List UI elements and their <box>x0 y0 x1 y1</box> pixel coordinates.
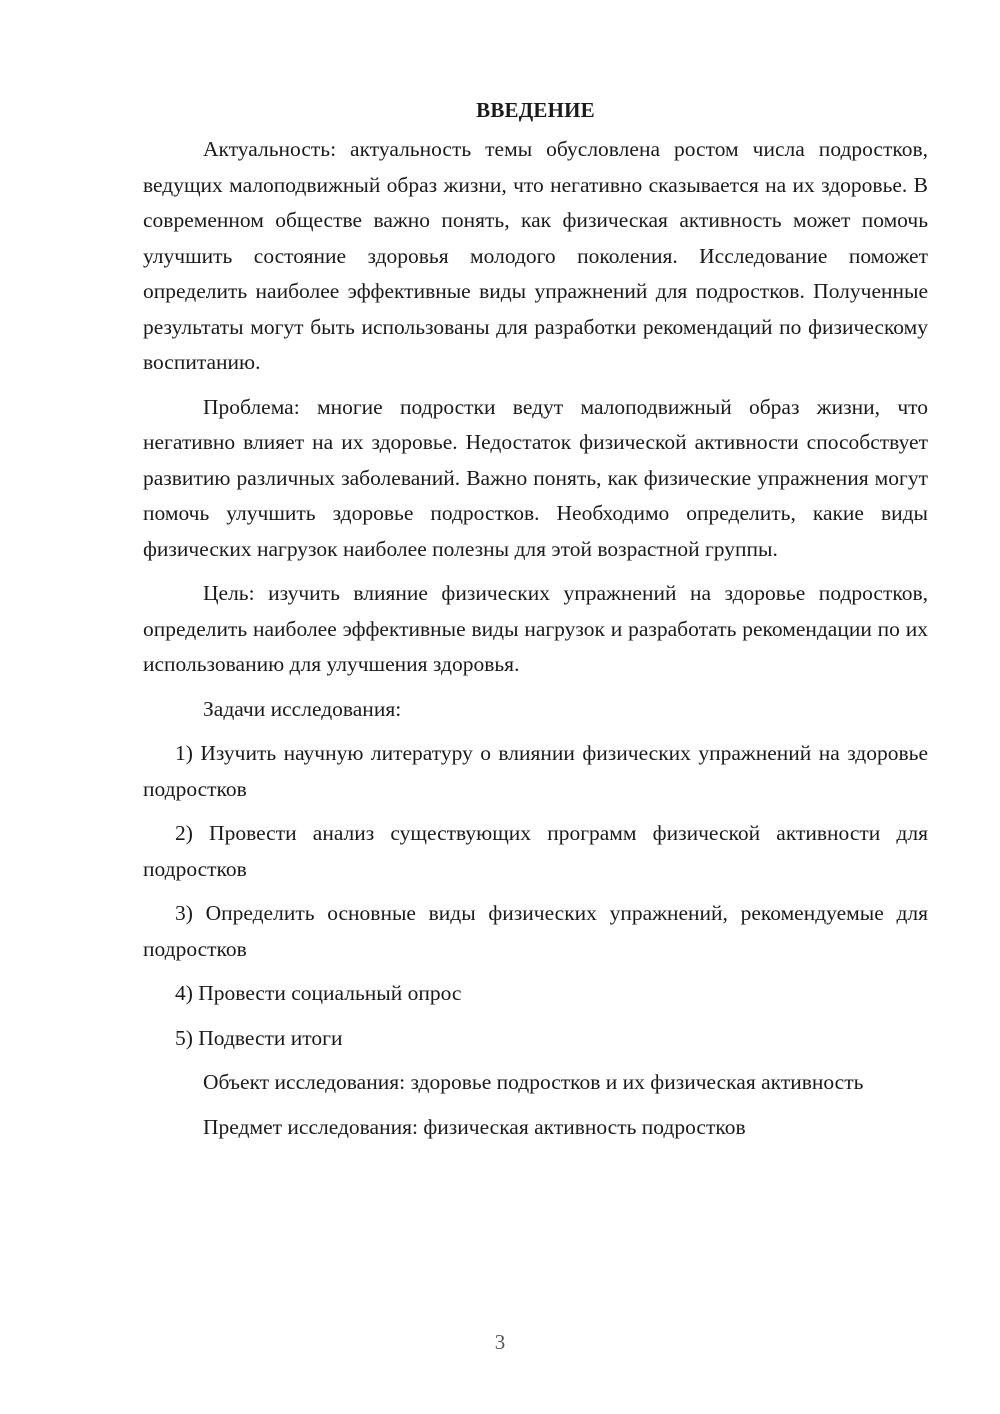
task-item: 3) Определить основные виды физических упражнений, рекомендуемые для подростков <box>143 901 928 961</box>
task-item: 2) Провести анализ существующих программ физической активности для подростков <box>143 821 928 881</box>
page-number: 3 <box>494 1330 506 1354</box>
page-title: ВВЕДЕНИЕ <box>476 98 595 122</box>
problem-paragraph: Проблема: многие подростки ведут малоподвижный образ жизни, что негативно влияет на их здоровье. Недостаток физической активности способствует развитию различных заболеваний. Важно понять, как физические упражнения могут помочь улучшить здоровье подростков. Необходимо определить, какие виды физических нагрузок наиболее полезны для этой возрастной группы. <box>143 394 928 561</box>
relevance-paragraph: Актуальность: актуальность темы обусловлена ростом числа подростков, ведущих малоподвижный образ жизни, что негативно сказывается на их здоровье. В современном обществе важно понять, как физическая активность может помочь улучшить состояние здоровья молодого поколения. Исследование поможет определить наиболее эффективные виды упражнений для подростков. Полученные результаты могут быть использованы для разработки рекомендаций по физическому воспитанию. <box>143 137 928 374</box>
task-item: 5) Подвести итоги <box>175 1025 343 1050</box>
task-item: 1) Изучить научную литературу о влиянии физических упражнений на здоровье подростков <box>143 741 928 801</box>
task-item: 4) Провести социальный опрос <box>175 981 462 1005</box>
tasks-heading: Задачи исследования: <box>203 696 402 721</box>
research-subject-paragraph: Предмет исследования: физическая активность подростков <box>203 1114 746 1139</box>
goal-paragraph: Цель: изучить влияние физических упражнений на здоровье подростков, определить наиболее эффективные виды нагрузок и разработать рекомендации по их использованию для улучшения здоровья. <box>143 581 928 676</box>
page-content <box>143 92 928 1154</box>
research-object-paragraph: Объект исследования: здоровье подростков и их физическая активность <box>203 1070 864 1094</box>
